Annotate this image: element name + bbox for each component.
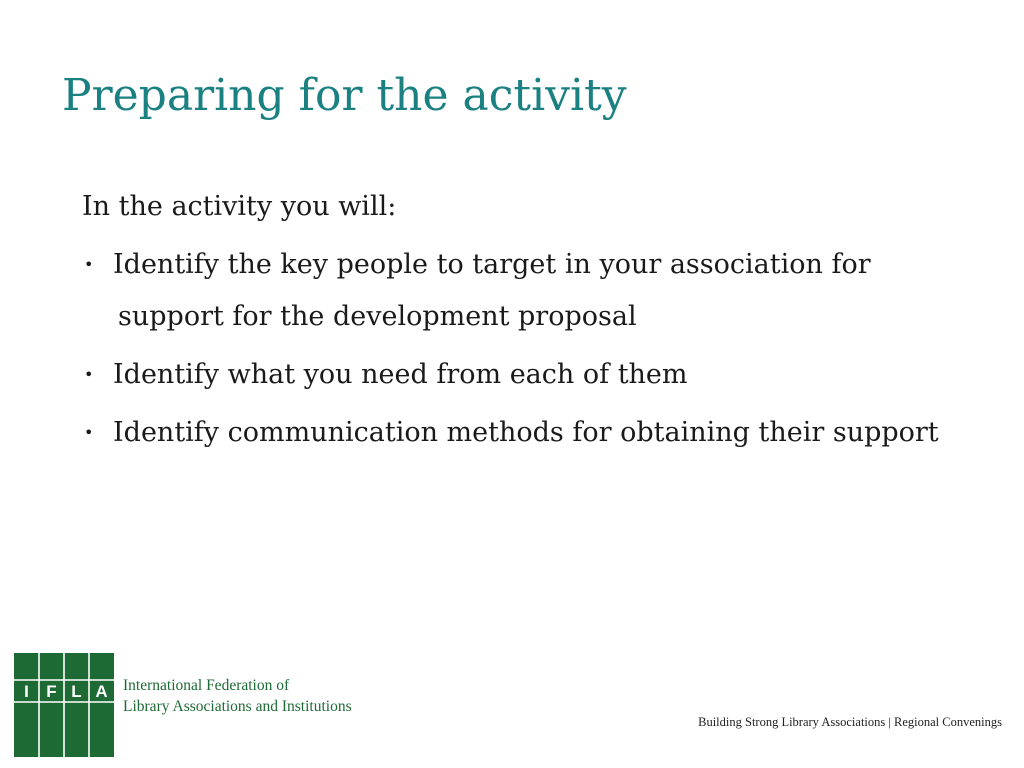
bullet-item — [82, 239, 962, 343]
org-name-line2: Library Associations and Institutions — [123, 698, 352, 715]
intro-text: In the activity you will: — [82, 191, 397, 222]
slide-body — [82, 181, 962, 465]
bullet-text: Identify the key people to target in your association for support for the development proposal — [113, 249, 871, 332]
logo-letter: F — [46, 682, 57, 701]
footer-tagline: Building Strong Library Associations | Regional Convenings — [698, 715, 1002, 729]
bullet-text: Identify what you need from each of them — [113, 359, 688, 390]
org-name-line1: International Federation of — [123, 677, 290, 694]
ifla-logo — [14, 653, 114, 757]
logo-letter: L — [71, 682, 82, 701]
ifla-logo-grid-icon — [14, 653, 114, 757]
logo-letter: A — [95, 682, 108, 701]
bullet-icon: • — [84, 365, 94, 384]
bullet-item — [82, 349, 962, 401]
bullet-list — [82, 239, 962, 459]
logo-letter: I — [24, 682, 29, 701]
bullet-text: Identify communication methods for obtaining their support — [113, 417, 939, 448]
bullet-icon: • — [84, 255, 94, 274]
bullet-icon: • — [84, 423, 94, 442]
org-name — [123, 675, 352, 717]
slide-title: Preparing for the activity — [62, 70, 627, 121]
bullet-item — [82, 407, 962, 459]
